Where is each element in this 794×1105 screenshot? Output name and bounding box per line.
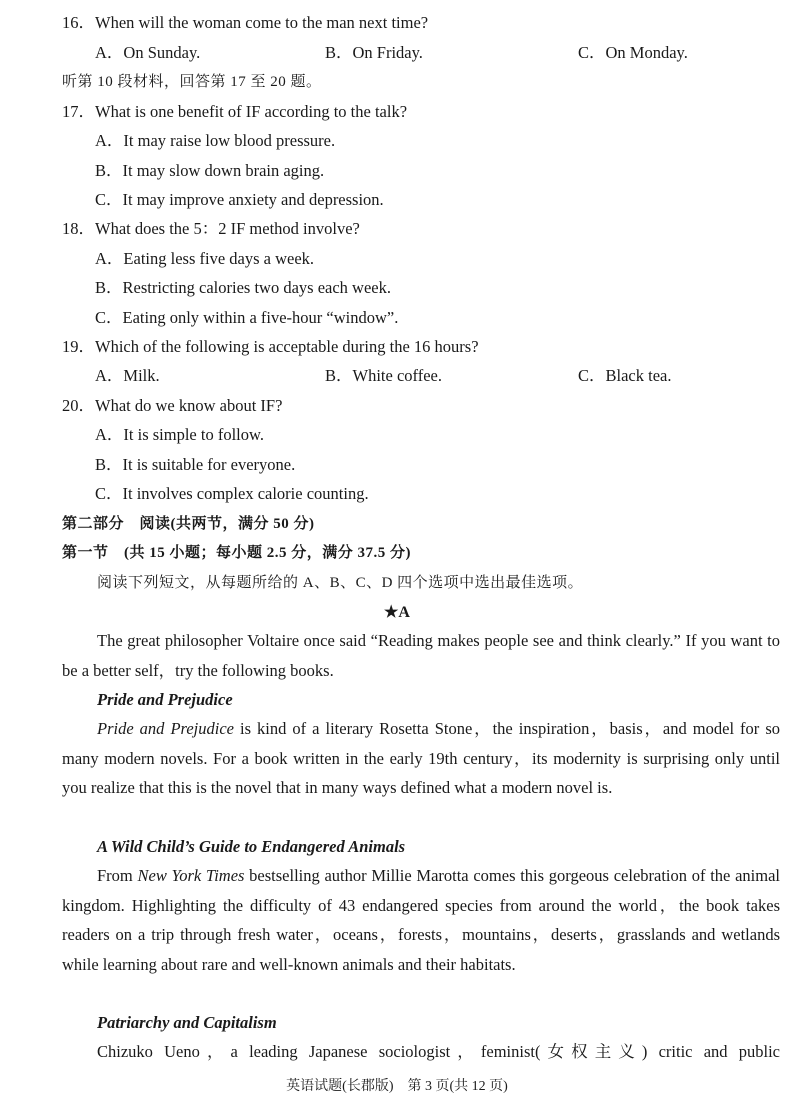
question-16-option-b: B．On Friday. xyxy=(325,43,423,62)
book-title-pride-and-prejudice: Pride and Prejudice xyxy=(97,690,233,709)
question-16-option-c: C．On Monday. xyxy=(578,43,688,62)
listening-instruction: 听第 10 段材料，回答第 17 至 20 题。 xyxy=(62,74,322,90)
question-20-option-b: B．It is suitable for everyone. xyxy=(95,455,296,474)
book-description-patriarchy-and-capitalism: Chizuko Ueno，a leading Japanese sociologist，feminist(女权主义) critic and public xyxy=(97,1042,780,1061)
book-description-pride-and-prejudice xyxy=(62,714,780,803)
question-19-option-a: A．Milk. xyxy=(95,366,160,385)
publication-name: New York Times xyxy=(137,866,245,885)
question-18-option-c: C．Eating only within a five-hour “window”. xyxy=(95,308,399,327)
question-19-option-b: B．White coffee. xyxy=(325,366,442,385)
passage-label: ★A xyxy=(384,604,410,621)
book-description-wild-child-guide xyxy=(62,861,780,979)
reading-instruction: 阅读下列短文，从每题所给的 A、B、C、D 四个选项中选出最佳选项。 xyxy=(97,575,584,591)
question-18-option-b: B．Restricting calories two days each week. xyxy=(95,278,391,297)
book-title-patriarchy-and-capitalism: Patriarchy and Capitalism xyxy=(97,1013,277,1032)
question-20-option-c: C．It involves complex calorie counting. xyxy=(95,484,369,503)
question-17-option-c: C．It may improve anxiety and depression. xyxy=(95,190,384,209)
question-20-stem: 20．What do we know about IF? xyxy=(62,396,283,415)
book-description-text: is kind of a literary Rosetta Stone，the inspiration，basis，and model for so many modern novels. For a book written in the early 19th century，its modernity is surprising only until you realize that this is the novel that in many ways defined what a modern novel is. xyxy=(62,719,780,797)
book-title-inline: Pride and Prejudice xyxy=(97,719,234,738)
book-description-text: bestselling author Millie Marotta comes this gorgeous celebration of the animal kingdom. Highlighting the difficulty of 43 endangered species from around the world，the book takes readers on a trip through fresh water，oceans，forests，mountains，deserts，grasslands and wetlands while learning about rare and well-known animals and their habitats. xyxy=(62,866,780,974)
book-description-prefix: From xyxy=(97,866,138,885)
question-17-option-a: A．It may raise low blood pressure. xyxy=(95,131,336,150)
page-footer: 英语试题(长郡版) 第 3 页(共 12 页) xyxy=(286,1079,508,1094)
section-one-title: 第一节 (共 15 小题；每小题 2.5 分，满分 37.5 分) xyxy=(62,545,411,561)
book-title-wild-child-guide: A Wild Child’s Guide to Endangered Animals xyxy=(97,837,406,856)
question-18-stem: 18．What does the 5：2 IF method involve? xyxy=(62,219,360,238)
question-16-stem: 16．When will the woman come to the man next time? xyxy=(62,13,429,32)
question-19-stem: 19．Which of the following is acceptable during the 16 hours? xyxy=(62,337,479,356)
question-16-option-a: A．On Sunday. xyxy=(95,43,201,62)
question-18-option-a: A．Eating less five days a week. xyxy=(95,249,315,268)
intro-paragraph: The great philosopher Voltaire once said “Reading makes people see and think clearly.” If you want to be a better self，try the following books. xyxy=(62,631,780,680)
question-20-option-a: A．It is simple to follow. xyxy=(95,425,264,444)
question-19-option-c: C．Black tea. xyxy=(578,366,672,385)
question-17-option-b: B．It may slow down brain aging. xyxy=(95,161,325,180)
question-17-stem: 17．What is one benefit of IF according to the talk? xyxy=(62,102,408,121)
part-two-title: 第二部分 阅读(共两节，满分 50 分) xyxy=(62,516,315,532)
